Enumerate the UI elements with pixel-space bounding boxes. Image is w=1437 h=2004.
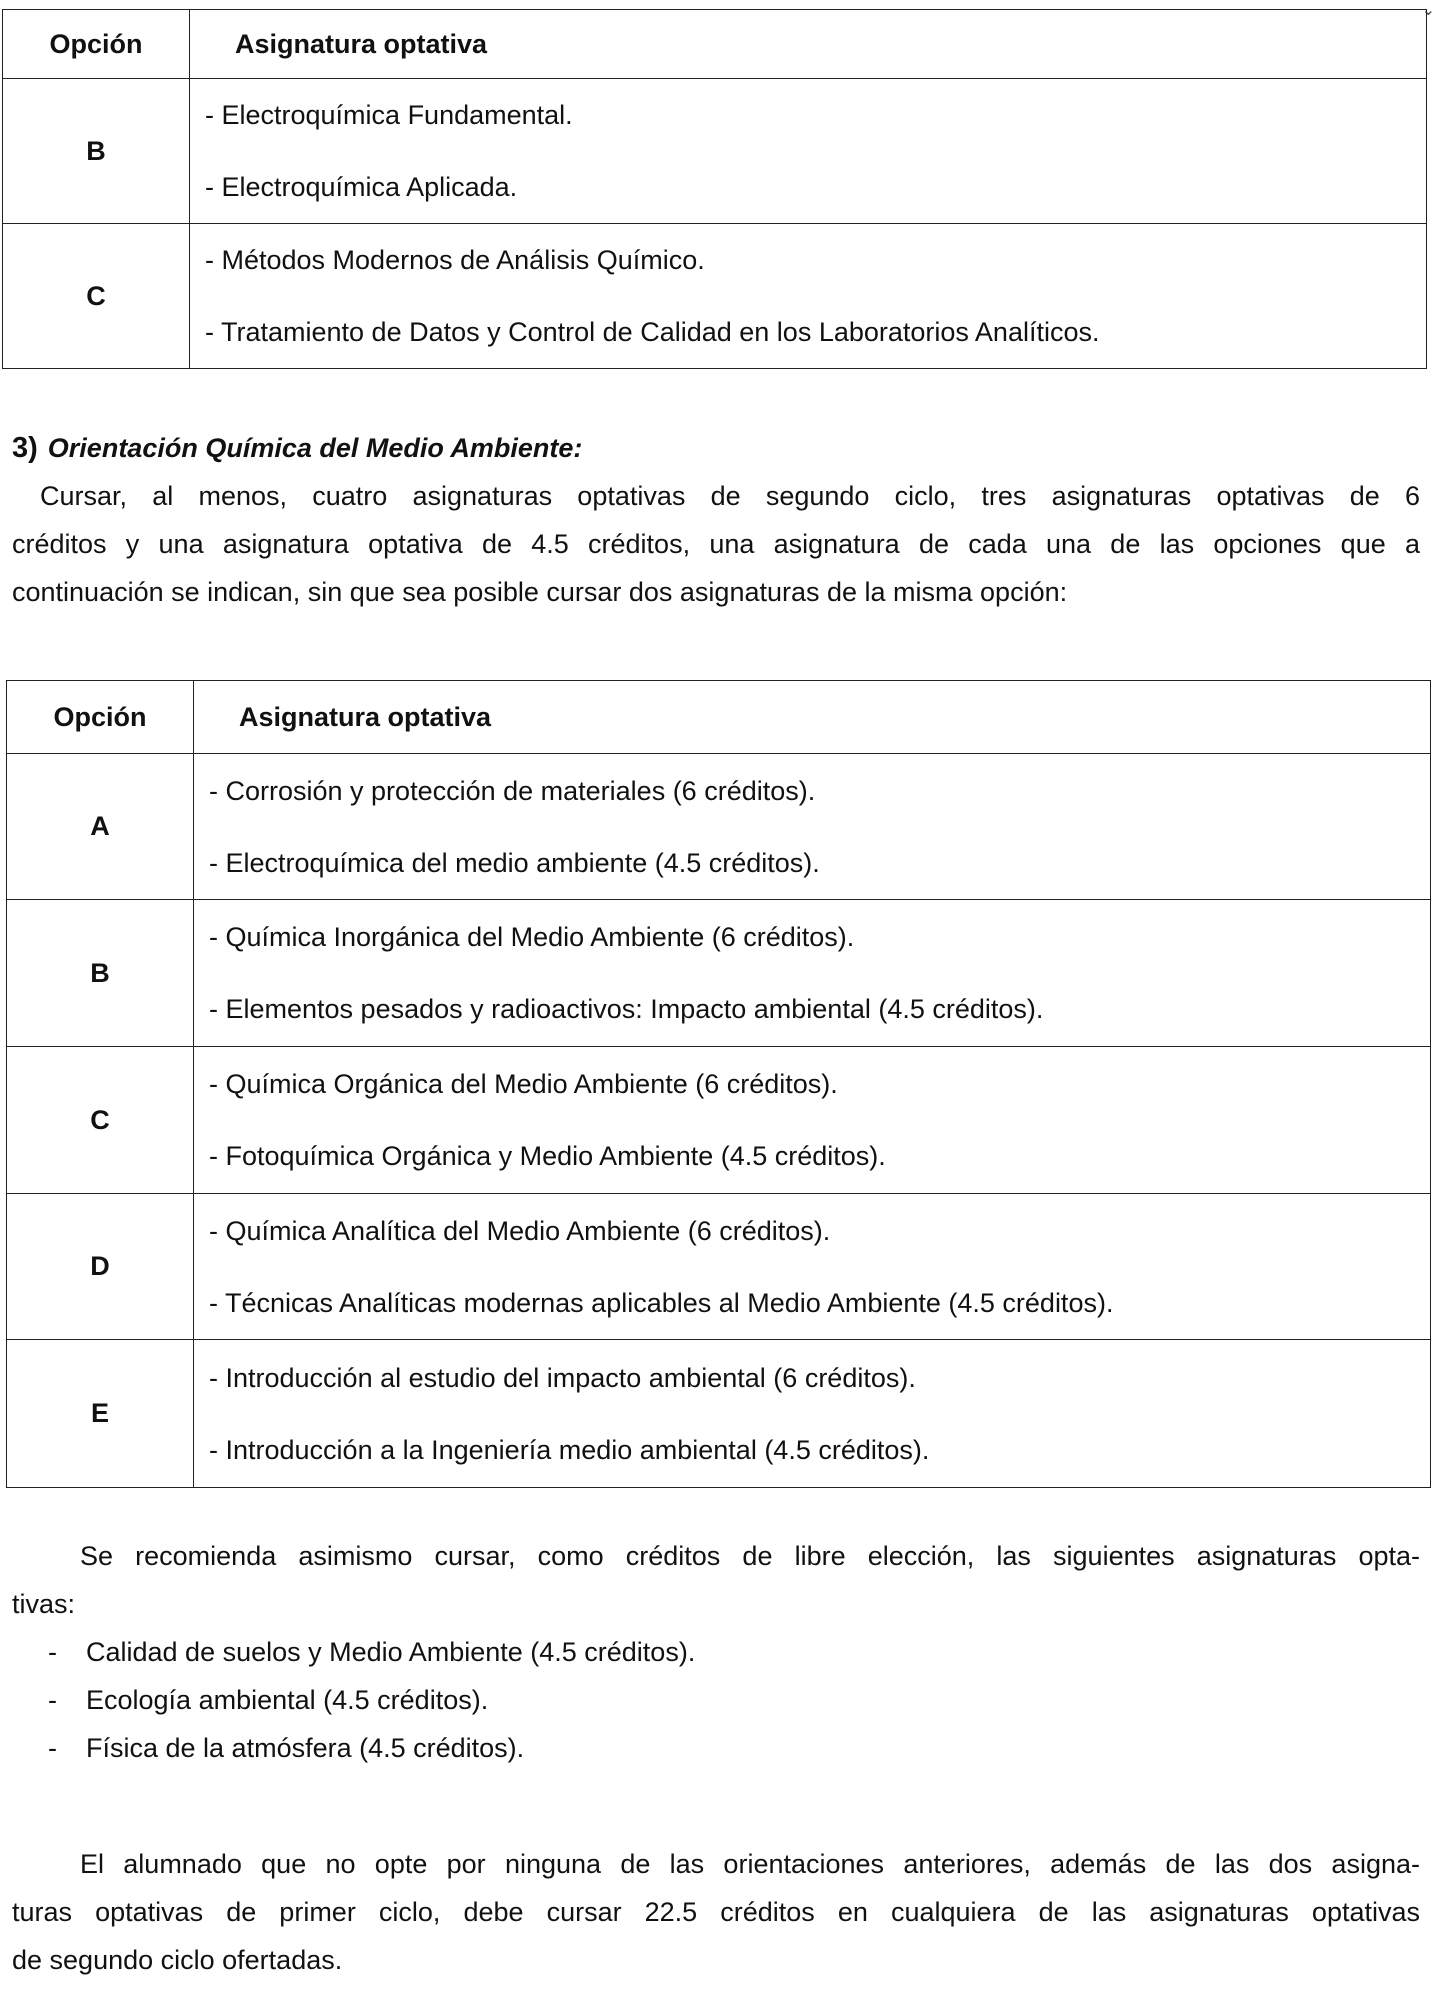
paragraph-line: El alumnado que no opte por ninguna de las orientaciones anteriores, además de las dos asigna- (80, 1849, 1420, 1879)
subject-item: - Introducción al estudio del impacto ambiental (6 créditos). (209, 1362, 916, 1393)
section-number: 3) (12, 432, 38, 464)
list-dash: - (48, 1637, 57, 1667)
header-option: Opción (7, 681, 194, 754)
subject-cell (194, 900, 1431, 1047)
table-row (7, 754, 1431, 900)
list-item (48, 1628, 695, 1676)
recommended-list (48, 1628, 695, 1772)
subject-item: - Química Orgánica del Medio Ambiente (6 créditos). (209, 1069, 838, 1099)
option-letter: D (7, 1194, 194, 1340)
subject-cell (190, 224, 1427, 369)
option-letter: C (7, 1047, 194, 1194)
subject-cell (194, 754, 1431, 900)
paragraph-line: continuación se indican, sin que sea posible cursar dos asignaturas de la misma opción: (12, 577, 1068, 607)
subject-item: - Tratamiento de Datos y Control de Calidad en los Laboratorios Analíticos. (205, 317, 1100, 347)
section-heading (12, 432, 582, 465)
header-option: Opción (3, 10, 190, 79)
subject-cell (194, 1047, 1431, 1194)
options-table-2 (6, 680, 1431, 1488)
table-row (7, 900, 1431, 1047)
subject-item: - Técnicas Analíticas modernas aplicables al Medio Ambiente (4.5 créditos). (209, 1287, 1114, 1318)
list-item-text: Calidad de suelos y Medio Ambiente (4.5 créditos). (86, 1637, 696, 1667)
list-item-text: Física de la atmósfera (4.5 créditos). (86, 1733, 525, 1763)
section-paragraph (12, 472, 1420, 616)
list-item (48, 1724, 695, 1772)
table-row (3, 79, 1427, 224)
subject-item: - Métodos Modernos de Análisis Químico. (205, 245, 705, 275)
option-letter: C (3, 224, 190, 369)
header-subject: Asignatura optativa (194, 681, 1431, 754)
subject-cell (190, 79, 1427, 224)
list-item (48, 1676, 695, 1724)
option-letter: B (3, 79, 190, 224)
subject-item: - Introducción a la Ingeniería medio ambiental (4.5 créditos). (209, 1434, 930, 1465)
table-header-row (7, 681, 1431, 754)
recommendation-paragraph (12, 1532, 1420, 1628)
table-row (7, 1340, 1431, 1488)
list-item-text: Ecología ambiental (4.5 créditos). (86, 1685, 489, 1715)
options-table-1 (2, 9, 1427, 369)
option-letter: A (7, 754, 194, 900)
paragraph-line: tivas: (12, 1589, 76, 1619)
table-row (3, 224, 1427, 369)
table-row (7, 1194, 1431, 1340)
closing-paragraph (12, 1840, 1420, 1984)
subject-item: - Fotoquímica Orgánica y Medio Ambiente (4.5 créditos). (209, 1141, 886, 1171)
paragraph-line: Se recomienda asimismo cursar, como créditos de libre elección, las siguientes asignaturas opta- (80, 1541, 1420, 1571)
subject-item: - Electroquímica Fundamental. (205, 100, 573, 130)
table-row (7, 1047, 1431, 1194)
subject-cell (194, 1340, 1431, 1488)
subject-item: - Electroquímica del medio ambiente (4.5 créditos). (209, 847, 820, 878)
paragraph-line: Cursar, al menos, cuatro asignaturas optativas de segundo ciclo, tres asignaturas optativas de 6 (40, 481, 1420, 511)
paragraph-line: turas optativas de primer ciclo, debe cursar 22.5 créditos en cualquiera de las asignaturas optativas (12, 1897, 1420, 1927)
subject-item: - Química Analítica del Medio Ambiente (6 créditos). (209, 1215, 831, 1246)
section-title: Orientación Química del Medio Ambiente: (47, 433, 583, 463)
subject-cell (194, 1194, 1431, 1340)
subject-item: - Química Inorgánica del Medio Ambiente (6 créditos). (209, 922, 855, 952)
subject-item: - Elementos pesados y radioactivos: Impacto ambiental (4.5 créditos). (209, 994, 1044, 1024)
option-letter: B (7, 900, 194, 1047)
subject-item: - Electroquímica Aplicada. (205, 172, 518, 202)
subject-item: - Corrosión y protección de materiales (6 créditos). (209, 775, 816, 806)
corner-mark: ⌄ (1421, 2, 1435, 19)
table-header-row (3, 10, 1427, 79)
paragraph-line: de segundo ciclo ofertadas. (12, 1945, 343, 1975)
paragraph-line: créditos y una asignatura optativa de 4.5 créditos, una asignatura de cada una de las opciones que a (12, 529, 1420, 559)
list-dash: - (48, 1685, 57, 1715)
header-subject: Asignatura optativa (190, 10, 1427, 79)
list-dash: - (48, 1733, 57, 1763)
option-letter: E (7, 1340, 194, 1488)
